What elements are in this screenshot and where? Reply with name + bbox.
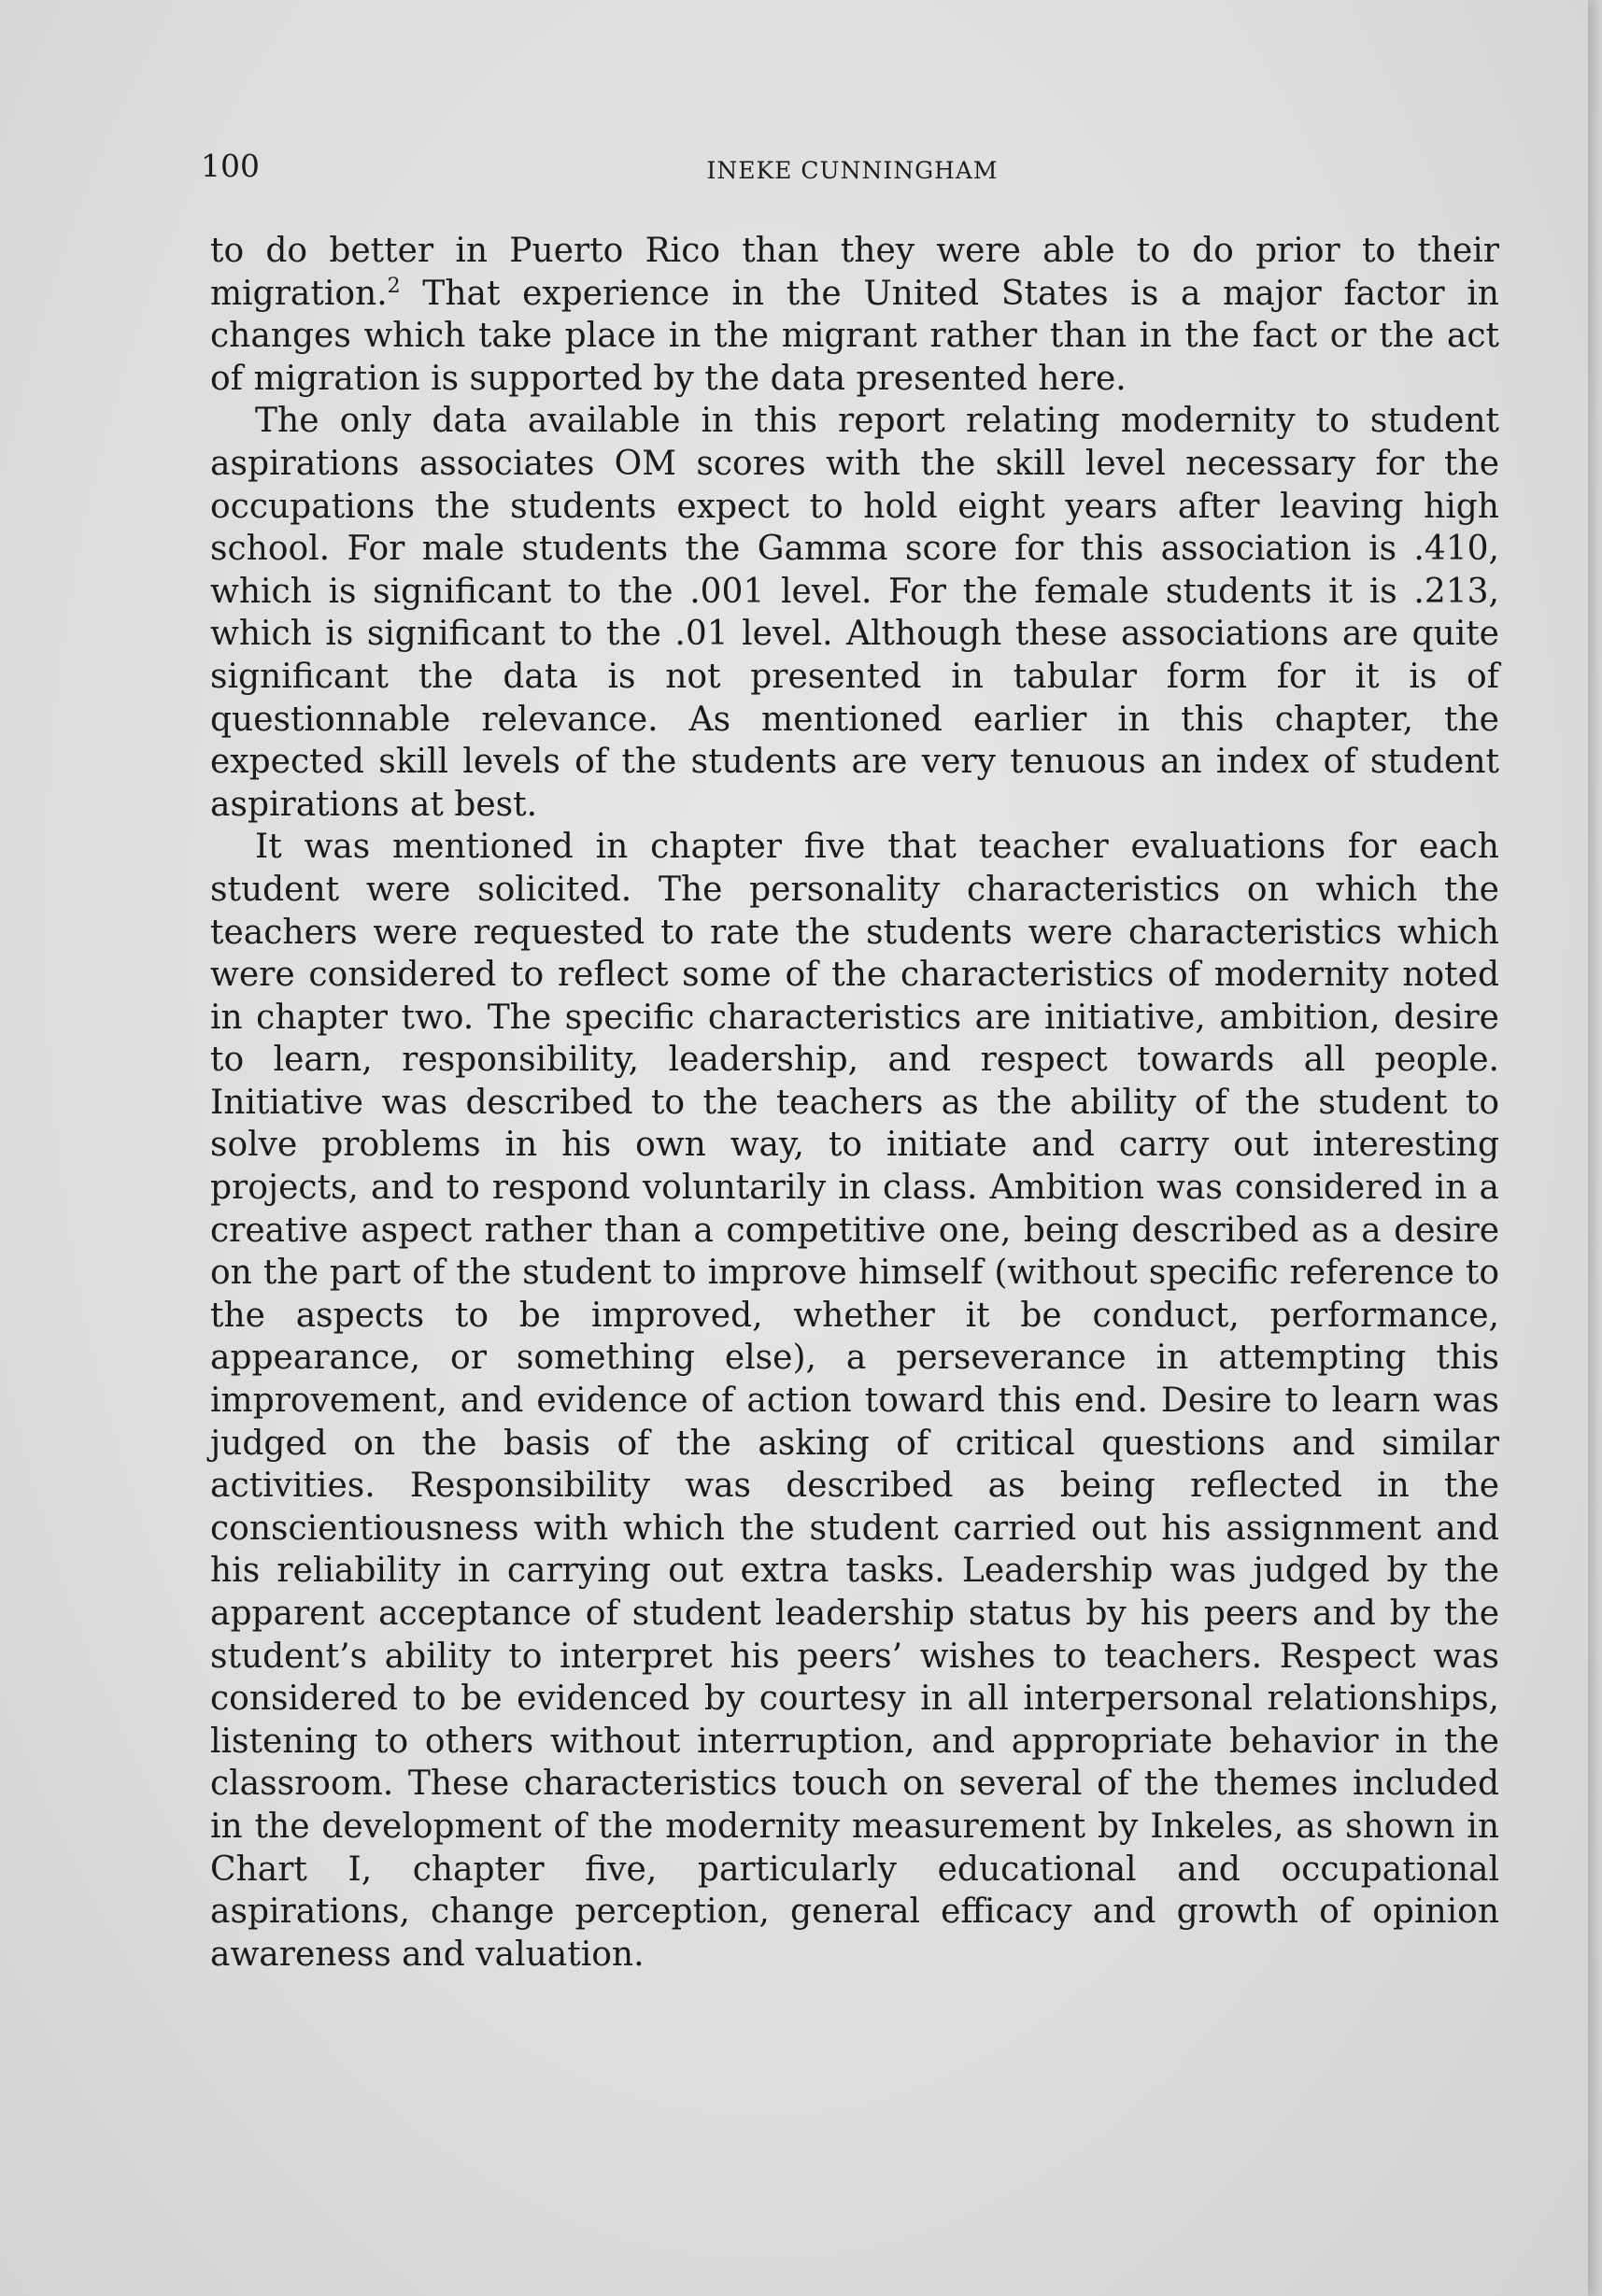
paragraph-3: It was mentioned in chapter five that teacher evaluations for each student were solicited. The personality characteristics on which the teachers were requested to rate the students were characteristics which were considered to reflect some of the characteristics of modernity noted in chapter two. The specific characteristics are initiative, ambition, desire to learn, responsibility, leadership, and respect towards all people. Initiative was described to the teachers as the ability of the student to solve problems in his own way, to initiate and carry out interesting projects, and to respond voluntarily in class. Ambition was considered in a creative aspect rather than a competitive one, being described as a desire on the part of the student to improve himself (without specific reference to the aspects to be improved, whether it be conduct, performance, appearance, or something else), a perseverance in attempting this improvement, and evidence of action toward this end. Desire to learn was judged on the basis of the asking of critical questions and similar activities. Responsibility was described as being reflected in the conscientiousness with which the student carried out his assignment and his reliability in carrying out extra tasks. Leadership was judged by the apparent acceptance of student leadership status by his peers and by the student’s ability to interpret his peers’ wishes to teachers. Respect was considered to be evidenced by courtesy in all interpersonal relationships, listening to others without interruption, and appropriate behavior in the classroom. These characteristics touch on several of the themes included in the development of the modernity measurement by Inkeles, as shown in Chart I, chapter five, particularly educational and occupational aspirations, change perception, general efficacy and growth of opinion awareness and valuation.: [210, 828, 1499, 1974]
page-number: 100: [201, 148, 260, 184]
page-header: [201, 140, 1504, 196]
paragraph-2: The only data available in this report relating modernity to student aspirations associates OM scores with the skill level necessary for the occupations the students expect to hold eight years after leaving high school. For male students the Gamma score for this association is .410, which is significant to the .001 level. For the female students it is .213, which is significant to the .01 level. Although these associations are quite significant the data is not presented in tabular form for it is of questionnable relevance. As mentioned earlier in this chapter, the expected skill levels of the students are very tenuous an index of student aspirations at best.: [210, 402, 1499, 824]
running-head: INEKE CUNNINGHAM: [706, 157, 999, 184]
paragraph-1: [210, 230, 1499, 400]
body-text: [210, 230, 1499, 1976]
footnote-marker: 2: [387, 274, 401, 298]
paragraph-1-continuation: That experience in the United States is a major factor in changes which take place in the migrant rather than in the fact or the act of migration is supported by the data presented here.: [210, 274, 1499, 398]
paragraph-1-text: to do better in Puerto Rico than they were able to do prior to their migration.: [210, 232, 1499, 313]
